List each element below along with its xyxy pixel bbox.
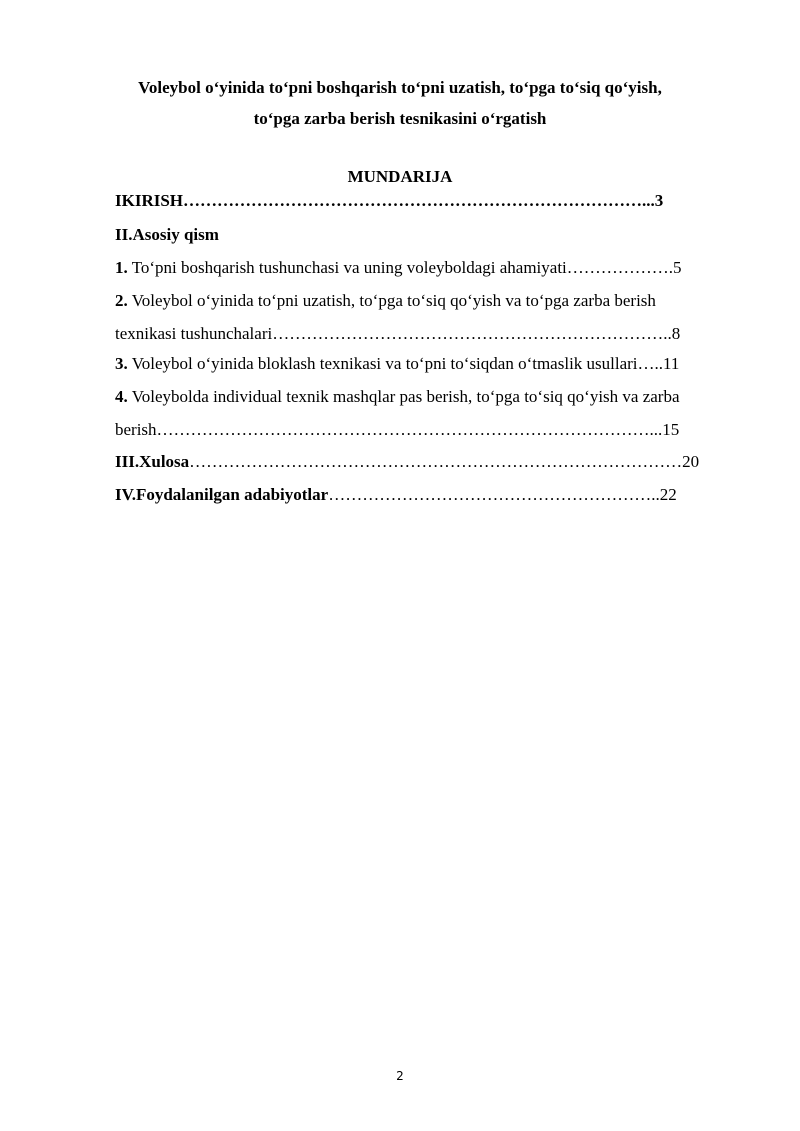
toc-entry-4-continuation: berish……………………………………………………………………………...15 bbox=[115, 420, 680, 439]
toc-entry-1-number: 1. bbox=[115, 258, 128, 277]
toc-entry-2 bbox=[115, 291, 656, 311]
toc-entry-2-text: Voleybol o‘yinida to‘pni uzatish, to‘pga to‘siq qo‘yish va to‘pga zarba berish bbox=[127, 291, 656, 310]
toc-entry-3-number: 3. bbox=[115, 354, 128, 373]
toc-entry-intro: IKIRISH………………………………………………………………………...3 bbox=[115, 191, 664, 210]
toc-entry-references-label: IV.Foydalanilgan adabiyotlar bbox=[115, 485, 329, 504]
toc-entry-4-text: Voleybolda individual texnik mashqlar pas berish, to‘pga to‘siq qo‘yish va zarba bbox=[127, 387, 680, 406]
toc-entry-1-text: To‘pni boshqarish tushunchasi va uning voleyboldagi ahamiyati……………….5 bbox=[127, 258, 682, 277]
toc-entry-references bbox=[115, 485, 677, 505]
toc-entry-references-leader: …………………………………………………..22 bbox=[328, 485, 677, 504]
document-title-line-2: to‘pga zarba berish tesnikasini o‘rgatish bbox=[253, 109, 547, 128]
toc-entry-2-number: 2. bbox=[115, 291, 128, 310]
toc-entry-4 bbox=[115, 387, 680, 407]
contents-heading: MUNDARIJA bbox=[347, 167, 453, 186]
toc-entry-conclusion-label: III.Xulosa bbox=[115, 452, 190, 471]
page-number: 2 bbox=[396, 1069, 404, 1083]
toc-entry-3-text: Voleybol o‘yinida bloklash texnikasi va to‘pni to‘siqdan o‘tmaslik usullari…..11 bbox=[127, 354, 680, 373]
toc-section-heading: II.Asosiy qism bbox=[115, 225, 219, 244]
toc-entry-3 bbox=[115, 354, 679, 374]
document-title-line-1: Voleybol o‘yinida to‘pni boshqarish to‘pni uzatish, to‘pga to‘siq qo‘yish, bbox=[138, 78, 662, 97]
toc-entry-conclusion bbox=[115, 452, 699, 472]
toc-entry-2-continuation: texnikasi tushunchalari……………………………………………………………..8 bbox=[115, 324, 681, 343]
toc-entry-conclusion-leader: ……………………………………………………………………………20 bbox=[189, 452, 700, 471]
toc-entry-1 bbox=[115, 258, 682, 278]
toc-entry-4-number: 4. bbox=[115, 387, 128, 406]
